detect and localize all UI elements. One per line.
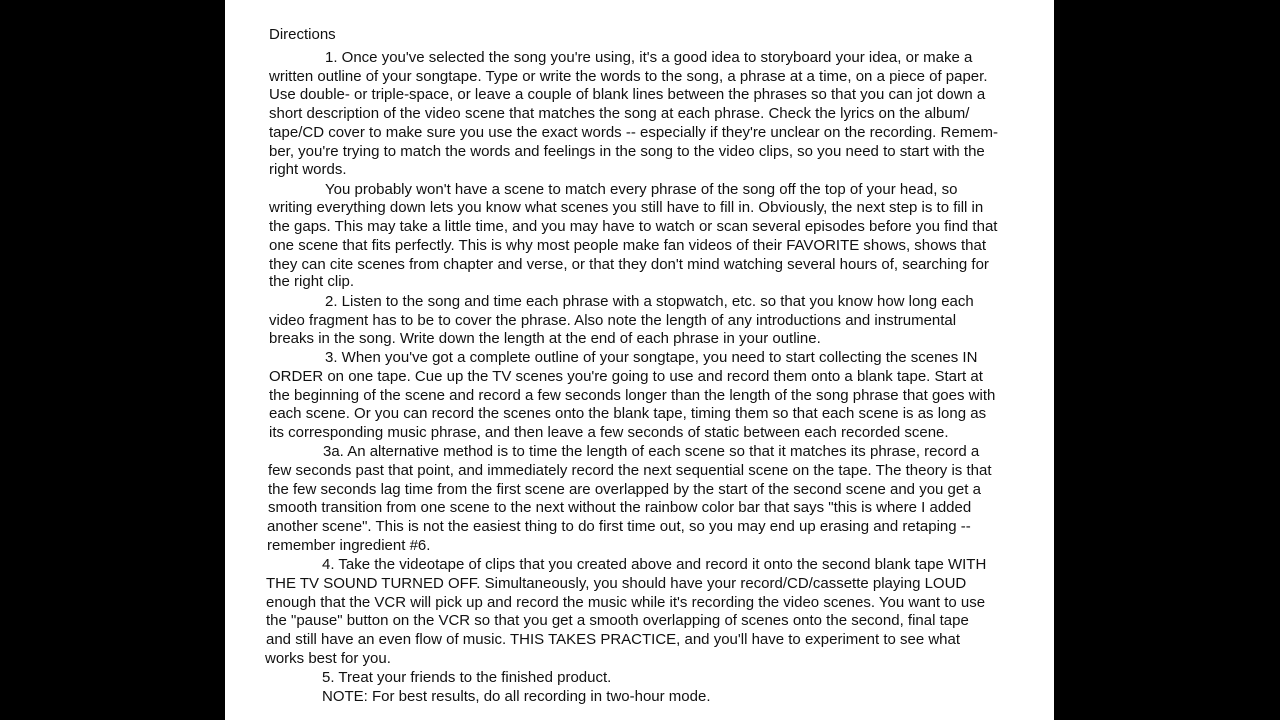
text-line: they can cite scenes from chapter and verse, or that they don't mind watching several hours of, searching for: [269, 256, 989, 273]
text-line: the beginning of the scene and record a few seconds longer than the length of the song phrase that goes with: [269, 387, 996, 404]
text-line: the gaps. This may take a little time, and you may have to watch or scan several episodes before you find that: [269, 218, 998, 235]
text-line: breaks in the song. Write down the length at the end of each phrase in your outline.: [269, 330, 821, 347]
text-line: smooth transition from one scene to the next without the rainbow color bar that says "this is where I added: [268, 499, 972, 516]
text-line: short description of the video scene that matches the song at each phrase. Check the lyrics on the album/: [269, 105, 970, 122]
text-line: 3a. An alternative method is to time the length of each scene so that it matches its phrase, record a: [323, 443, 980, 460]
text-line: tape/CD cover to make sure you use the exact words -- especially if they're unclear on the recording. Remem-: [269, 124, 999, 141]
text-line: another scene". This is not the easiest thing to do first time out, so you may end up erasing and retaping --: [267, 518, 971, 535]
text-line: THE TV SOUND TURNED OFF. Simultaneously, you should have your record/CD/cassette playing LOUD: [266, 575, 967, 592]
text-line: 2. Listen to the song and time each phrase with a stopwatch, etc. so that you know how long each: [325, 293, 974, 310]
text-line: 3. When you've got a complete outline of your songtape, you need to start collecting the scenes IN: [325, 349, 978, 366]
text-line: the right clip.: [269, 273, 355, 290]
text-line: ber, you're trying to match the words and feelings in the song to the video clips, so you need to start with the: [269, 143, 985, 160]
text-line: Use double- or triple-space, or leave a couple of blank lines between the phrases so that you can jot down a: [269, 86, 986, 103]
text-line: enough that the VCR will pick up and record the music while it's recording the video scenes. You want to use: [266, 594, 986, 611]
text-line: video fragment has to be to cover the phrase. Also note the length of any introductions and instrumental: [269, 312, 957, 329]
text-line: each scene. Or you can record the scenes onto the blank tape, timing them so that each scene is as long as: [269, 405, 987, 422]
text-line: and still have an even flow of music. THIS TAKES PRACTICE, and you'll have to experiment to see what: [266, 631, 961, 648]
text-line: the few seconds lag time from the first scene are overlapped by the start of the second scene and you get a: [268, 481, 981, 498]
text-line: the "pause" button on the VCR so that you get a smooth overlapping of scenes onto the second, final tape: [266, 612, 969, 629]
text-line: remember ingredient #6.: [267, 537, 431, 554]
text-line: NOTE: For best results, do all recording in two-hour mode.: [322, 688, 711, 705]
text-line: works best for you.: [265, 650, 391, 667]
text-line: its corresponding music phrase, and then leave a few seconds of static between each recorded scene.: [269, 424, 949, 441]
text-line: right words.: [269, 161, 347, 178]
text-line: one scene that fits perfectly. This is why most people make fan videos of their FAVORITE shows, shows that: [269, 237, 986, 254]
text-line: writing everything down lets you know what scenes you still have to fill in. Obviously, the next step is to fill in: [269, 199, 984, 216]
document-page: [225, 0, 1054, 720]
text-line: ORDER on one tape. Cue up the TV scenes you're going to use and record them onto a blank tape. Start at: [269, 368, 983, 385]
document-title: Directions: [269, 26, 336, 43]
text-line: 5. Treat your friends to the finished product.: [322, 669, 612, 686]
text-line: few seconds past that point, and immediately record the next sequential scene on the tape. The theory is that: [268, 462, 992, 479]
text-line: You probably won't have a scene to match every phrase of the song off the top of your head, so: [325, 181, 958, 198]
text-line: written outline of your songtape. Type or write the words to the song, a phrase at a time, on a piece of paper.: [269, 68, 988, 85]
text-line: 4. Take the videotape of clips that you created above and record it onto the second blank tape WITH: [322, 556, 987, 573]
text-line: 1. Once you've selected the song you're using, it's a good idea to storyboard your idea, or make a: [325, 49, 973, 66]
